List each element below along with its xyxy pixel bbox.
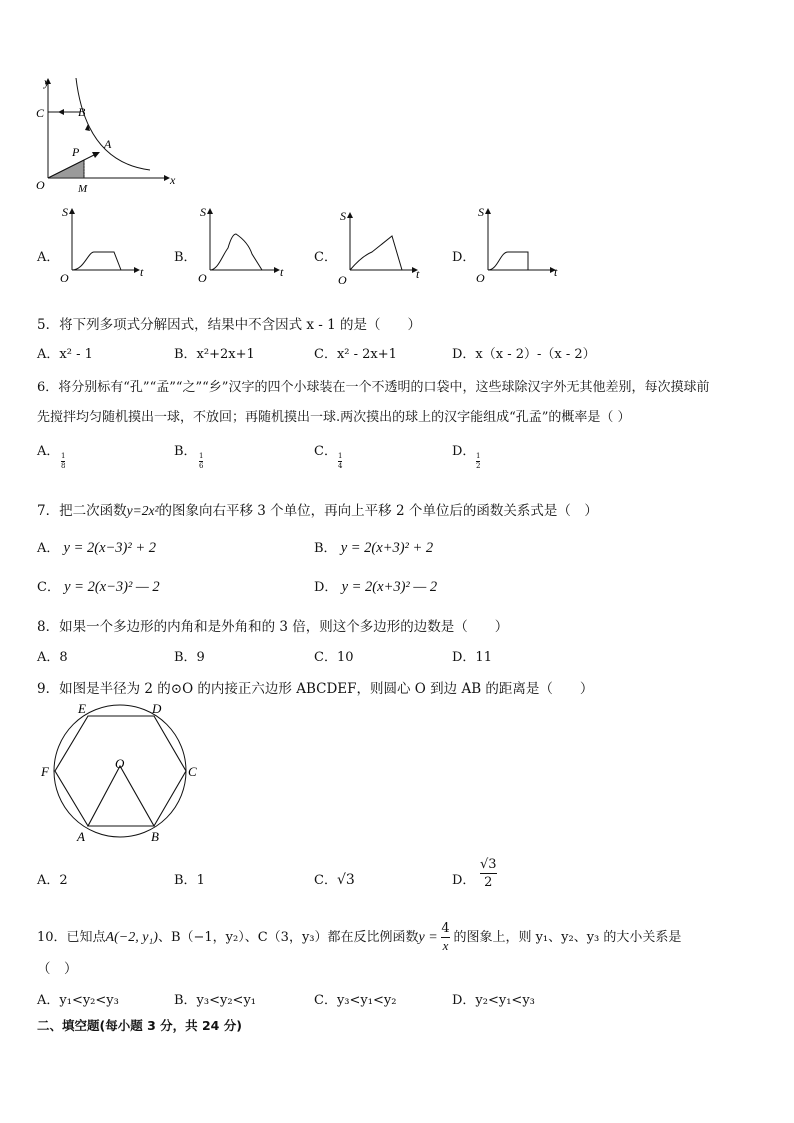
q4-a-o: O — [60, 271, 69, 285]
q9-stem: 9．如图是半径为 2 的⊙O 的内接正六边形 ABCDEF，则圆心 O 到边 AB 的距离是（ ） — [37, 681, 594, 697]
q8-option-c[interactable]: C．10 — [314, 650, 354, 665]
q10-option-d[interactable]: D．y₂<y₁<y₃ — [452, 993, 535, 1008]
q6-option-b[interactable] — [174, 440, 197, 459]
hexagon-circle-diagram — [36, 698, 206, 848]
q9-option-a-letter: A． — [37, 873, 60, 888]
q10-func-num: 4 — [441, 921, 450, 936]
q7-option-c-letter: C． — [37, 580, 60, 595]
q4-b-o: O — [198, 271, 207, 285]
q4-c-o: O — [338, 273, 347, 286]
label-m: M — [78, 183, 88, 195]
q10-func-den: x — [442, 938, 449, 953]
q9-option-d-letter: D． — [452, 873, 476, 888]
q9-option-b[interactable] — [174, 869, 205, 888]
q4-c-t: t — [416, 267, 420, 281]
q4-option-c-graph[interactable] — [332, 204, 432, 286]
q5-option-a[interactable]: A．x² - 1 — [37, 347, 93, 362]
hex-label-d: D — [152, 701, 162, 716]
q9-option-a-text: 2 — [59, 873, 68, 888]
hex-label-o: O — [115, 756, 125, 771]
q9-d-num: √3 — [480, 857, 497, 872]
q6-stem-line2: 先搅拌均匀随机摸出一球，不放回；再随机摸出一球.两次摸出的球上的汉字能组成“孔孟”的概率是（ ） — [37, 410, 631, 425]
q10-option-a[interactable]: A．y₁<y₂<y₃ — [37, 993, 119, 1008]
q6-c-den: 4 — [338, 462, 343, 470]
q6-option-a-letter: A． — [37, 444, 60, 459]
q10-point-a: A(−2, y₁) — [105, 930, 158, 945]
q4-d-o: O — [476, 271, 485, 285]
q4-option-a-letter[interactable]: A． — [37, 250, 60, 265]
q6-a-den: 8 — [61, 462, 66, 470]
q8-stem: 8．如果一个多边形的内角和是外角和的 3 倍，则这个多边形的边数是（ ） — [37, 619, 509, 635]
q9-option-c-letter: C． — [314, 873, 337, 888]
q4-a-s: S — [62, 205, 68, 219]
q6-option-c-fraction — [338, 452, 342, 471]
label-o: O — [36, 178, 45, 192]
q6-option-b-fraction — [199, 452, 203, 471]
q6-option-d[interactable] — [452, 440, 475, 459]
q4-option-c-letter[interactable]: C． — [314, 250, 337, 265]
q6-option-d-letter: D． — [452, 444, 476, 459]
q10-stem-pre: 10．已知点 — [37, 930, 106, 945]
q4-d-t: t — [554, 265, 558, 279]
q6-stem-line1: 6．将分别标有“孔”“孟”“之”“乡”汉字的四个小球装在一个不透明的口袋中，这些球除汉字外无其他差别，每次摸球前 — [37, 380, 710, 395]
q6-option-a-fraction — [61, 452, 65, 471]
q7-option-c-expr: y = 2(x−3)² — 2 — [64, 579, 160, 595]
q6-d-num: 1 — [476, 452, 481, 460]
q9-option-c-text: √3 — [336, 872, 355, 888]
q9-option-d[interactable] — [452, 869, 475, 888]
label-c: C — [36, 106, 45, 120]
q7-option-d[interactable] — [314, 576, 437, 596]
q6-b-den: 6 — [199, 462, 204, 470]
hex-label-f: F — [41, 764, 49, 779]
q5-stem: 5．将下列多项式分解因式，结果中不含因式 x - 1 的是（ ） — [37, 317, 422, 333]
q8-option-b[interactable]: B．9 — [174, 650, 205, 665]
q6-a-num: 1 — [61, 452, 66, 460]
q9-d-den: 2 — [480, 873, 497, 891]
q10-stem-post: 的图象上，则 y₁、y₂、y₃ 的大小关系是 — [453, 930, 682, 945]
q8-option-a[interactable]: A．8 — [37, 650, 68, 665]
q10-func-lhs: y = — [418, 930, 438, 945]
label-p: P — [72, 145, 80, 159]
section-heading: 二、填空题(每小题 3 分，共 24 分) — [37, 1018, 242, 1033]
q6-b-num: 1 — [199, 452, 204, 460]
q8-option-d[interactable]: D．11 — [452, 650, 492, 665]
q10-option-b[interactable]: B．y₃<y₂<y₁ — [174, 993, 257, 1008]
q7-option-a-expr: y = 2(x−3)² + 2 — [63, 540, 157, 556]
q10-func-fraction — [441, 921, 451, 954]
q4-b-t: t — [280, 265, 284, 279]
q4-option-d-graph[interactable] — [470, 204, 570, 286]
q6-option-b-letter: B． — [174, 444, 197, 459]
q10-stem-line2: （ ） — [37, 961, 78, 977]
q10-stem-mid: 、B（−1，y₂）、C（3，y₃）都在反比例函数 — [157, 930, 419, 945]
q7-option-d-expr: y = 2(x+3)² — 2 — [341, 579, 438, 595]
q7-option-a[interactable] — [37, 537, 156, 557]
motion-diagram — [28, 72, 188, 200]
label-a: A — [104, 137, 112, 151]
label-b: B — [78, 105, 86, 119]
q7-stem — [37, 499, 598, 519]
q7-stem-post: 的图象向右平移 3 个单位，再向上平移 2 个单位后的函数关系式是（ ） — [158, 503, 598, 519]
q10-option-c[interactable]: C．y₃<y₁<y₂ — [314, 993, 397, 1008]
q6-c-num: 1 — [338, 452, 343, 460]
label-x: x — [170, 173, 176, 187]
q7-option-b-letter: B． — [314, 541, 337, 556]
q10-stem — [37, 921, 681, 954]
hex-label-e: E — [78, 701, 86, 716]
q5-option-d[interactable]: D．x（x - 2）-（x - 2） — [452, 347, 596, 362]
q4-b-s: S — [200, 205, 206, 219]
q7-option-b[interactable] — [314, 537, 433, 557]
q6-option-a[interactable] — [37, 440, 59, 459]
q4-d-s: S — [478, 205, 484, 219]
q6-option-c-letter: C． — [314, 444, 337, 459]
q5-option-c[interactable]: C．x² - 2x+1 — [314, 347, 397, 362]
label-y: y — [44, 75, 50, 89]
hex-label-b: B — [151, 829, 159, 844]
q4-option-a-graph[interactable] — [54, 204, 154, 286]
q7-option-d-letter: D． — [314, 580, 338, 595]
q7-stem-math: y=2x² — [126, 503, 159, 518]
q4-a-t: t — [140, 265, 144, 279]
q4-option-b-graph[interactable] — [192, 204, 292, 286]
q7-option-b-expr: y = 2(x+3)² + 2 — [340, 540, 434, 556]
q6-d-den: 2 — [476, 462, 481, 470]
q4-option-d-letter[interactable]: D． — [452, 250, 476, 265]
q9-option-d-fraction — [480, 856, 497, 891]
q7-stem-pre: 7．把二次函数 — [37, 503, 127, 519]
q4-option-b-letter[interactable]: B． — [174, 250, 197, 265]
q7-option-a-letter: A． — [37, 541, 60, 556]
q5-option-b[interactable]: B．x²+2x+1 — [174, 347, 255, 362]
hex-label-a: A — [77, 829, 85, 844]
q9-option-b-letter: B． — [174, 873, 197, 888]
q7-option-c[interactable] — [37, 576, 160, 596]
q6-option-d-fraction — [476, 452, 480, 471]
q9-option-b-text: 1 — [196, 873, 205, 888]
q9-option-a[interactable] — [37, 869, 68, 888]
q6-option-c[interactable] — [314, 440, 337, 459]
hex-label-c: C — [188, 764, 197, 779]
q4-c-s: S — [340, 209, 346, 223]
q9-option-c[interactable] — [314, 869, 355, 888]
